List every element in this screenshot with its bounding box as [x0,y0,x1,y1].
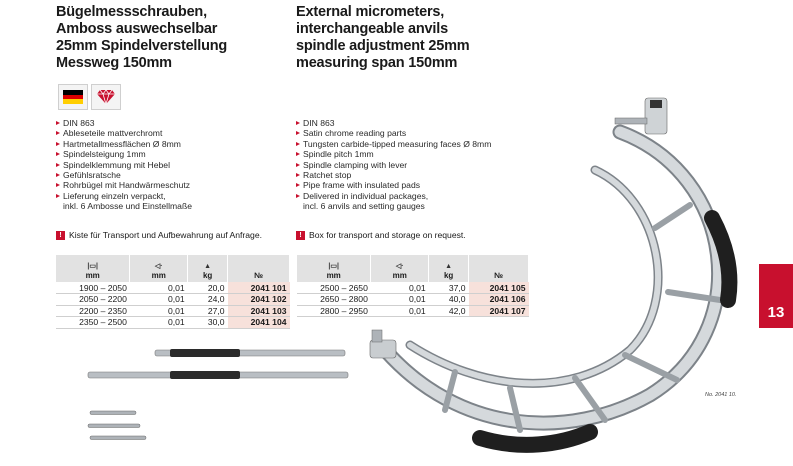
feature-item: DIN 863 [296,118,491,128]
title-line: Messweg 150mm [56,55,172,71]
article-number-cell: 2041 107 [469,305,529,317]
feature-item: Tungsten carbide-tipped measuring faces Ø 8mm [296,139,491,149]
weight-cell: 37,0 [429,282,469,294]
weight-header: ▲ kg [429,255,469,282]
feature-item: Spindle pitch 1mm [296,149,491,159]
feature-item: inkl. 6 Ambosse und Einstellmaße [63,201,192,212]
resolution-cell: 0,01 [371,294,429,306]
measuring-range-icon: |▭| [328,263,339,270]
micrometer-frame [385,132,729,445]
feature-item: Spindelsteigung 1mm [56,149,192,159]
article-number-cell: 2041 106 [469,294,529,306]
range-cell: 2200 – 2350 [56,305,130,317]
title-line: 25mm Spindelverstellung [56,38,228,54]
weight-icon: ▲ [204,263,212,270]
title-line: External micrometers, [296,4,445,20]
range-cell: 2800 – 2950 [297,305,371,317]
article-number-cell: 2041 102 [228,294,290,306]
range-header: |▭| mm [56,255,130,282]
chapter-tab[interactable]: 13 [759,264,793,328]
resolution-header: ◁· mm [130,255,188,282]
feature-item: Lieferung einzeln verpackt, [56,191,192,201]
anvil-set [88,411,146,440]
feature-item: Pipe frame with insulated pads [296,180,491,190]
resolution-header: ◁· mm [371,255,429,282]
resolution-cell: 0,01 [130,305,188,317]
title-line: Amboss auswechselbar [56,21,218,37]
info-mark-icon: ! [56,231,65,240]
range-cell: 2350 – 2500 [56,317,130,329]
feature-item: Ableseteile mattverchromt [56,128,192,138]
weight-cell: 27,0 [188,305,228,317]
resolution-cell: 0,01 [130,317,188,329]
weight-cell: 24,0 [188,294,228,306]
resolution-cell: 0,01 [371,282,429,294]
title-line: measuring span 150mm [296,55,458,71]
resolution-cell: 0,01 [130,282,188,294]
range-cell: 2650 – 2800 [297,294,371,306]
feature-item: incl. 6 anvils and setting gauges [303,201,425,212]
article-number-cell: 2041 105 [469,282,529,294]
feature-item: Delivered in individual packages, [296,191,491,201]
info-mark-icon: ! [296,231,305,240]
note-text: Kiste für Transport und Aufbewahrung auf Anfrage. [69,230,263,240]
range-cell: 2500 – 2650 [297,282,371,294]
article-number-cell: 2041 101 [228,282,290,294]
weight-header: ▲ kg [188,255,228,282]
weight-cell: 40,0 [429,294,469,306]
resolution-cell: 0,01 [371,305,429,317]
feature-item: Rohrbügel mit Handwärmeschutz [56,180,192,190]
title-line: spindle adjustment 25mm [296,38,470,54]
weight-cell: 30,0 [188,317,228,329]
resolution-icon: ◁· [395,263,404,270]
image-caption: No. 2041 10. [705,392,737,398]
number-header: № [469,255,529,282]
range-header: |▭| mm [297,255,371,282]
feature-item: Hartmetallmessflächen Ø 8mm [56,139,192,149]
weight-cell: 42,0 [429,305,469,317]
note-text: Box for transport and storage on request. [309,230,466,240]
feature-item: Ratchet stop [296,170,491,180]
feature-item: Spindelklemmung mit Hebel [56,160,192,170]
resolution-icon: ◁· [154,263,163,270]
resolution-cell: 0,01 [130,294,188,306]
feature-item: Gefühlsratsche [56,170,192,180]
weight-cell: 20,0 [188,282,228,294]
title-line: interchangeable anvils [296,21,448,37]
measuring-range-icon: |▭| [87,263,98,270]
weight-icon: ▲ [445,263,453,270]
range-cell: 2050 – 2200 [56,294,130,306]
article-number-cell: 2041 104 [228,317,290,329]
number-header: № [228,255,290,282]
feature-item: DIN 863 [56,118,192,128]
setting-gauge-rods [88,349,348,379]
feature-item: Satin chrome reading parts [296,128,491,138]
title-line: Bügelmessschrauben, [56,4,207,20]
feature-item: Spindle clamping with lever [296,160,491,170]
range-cell: 1900 – 2050 [56,282,130,294]
article-number-cell: 2041 103 [228,305,290,317]
